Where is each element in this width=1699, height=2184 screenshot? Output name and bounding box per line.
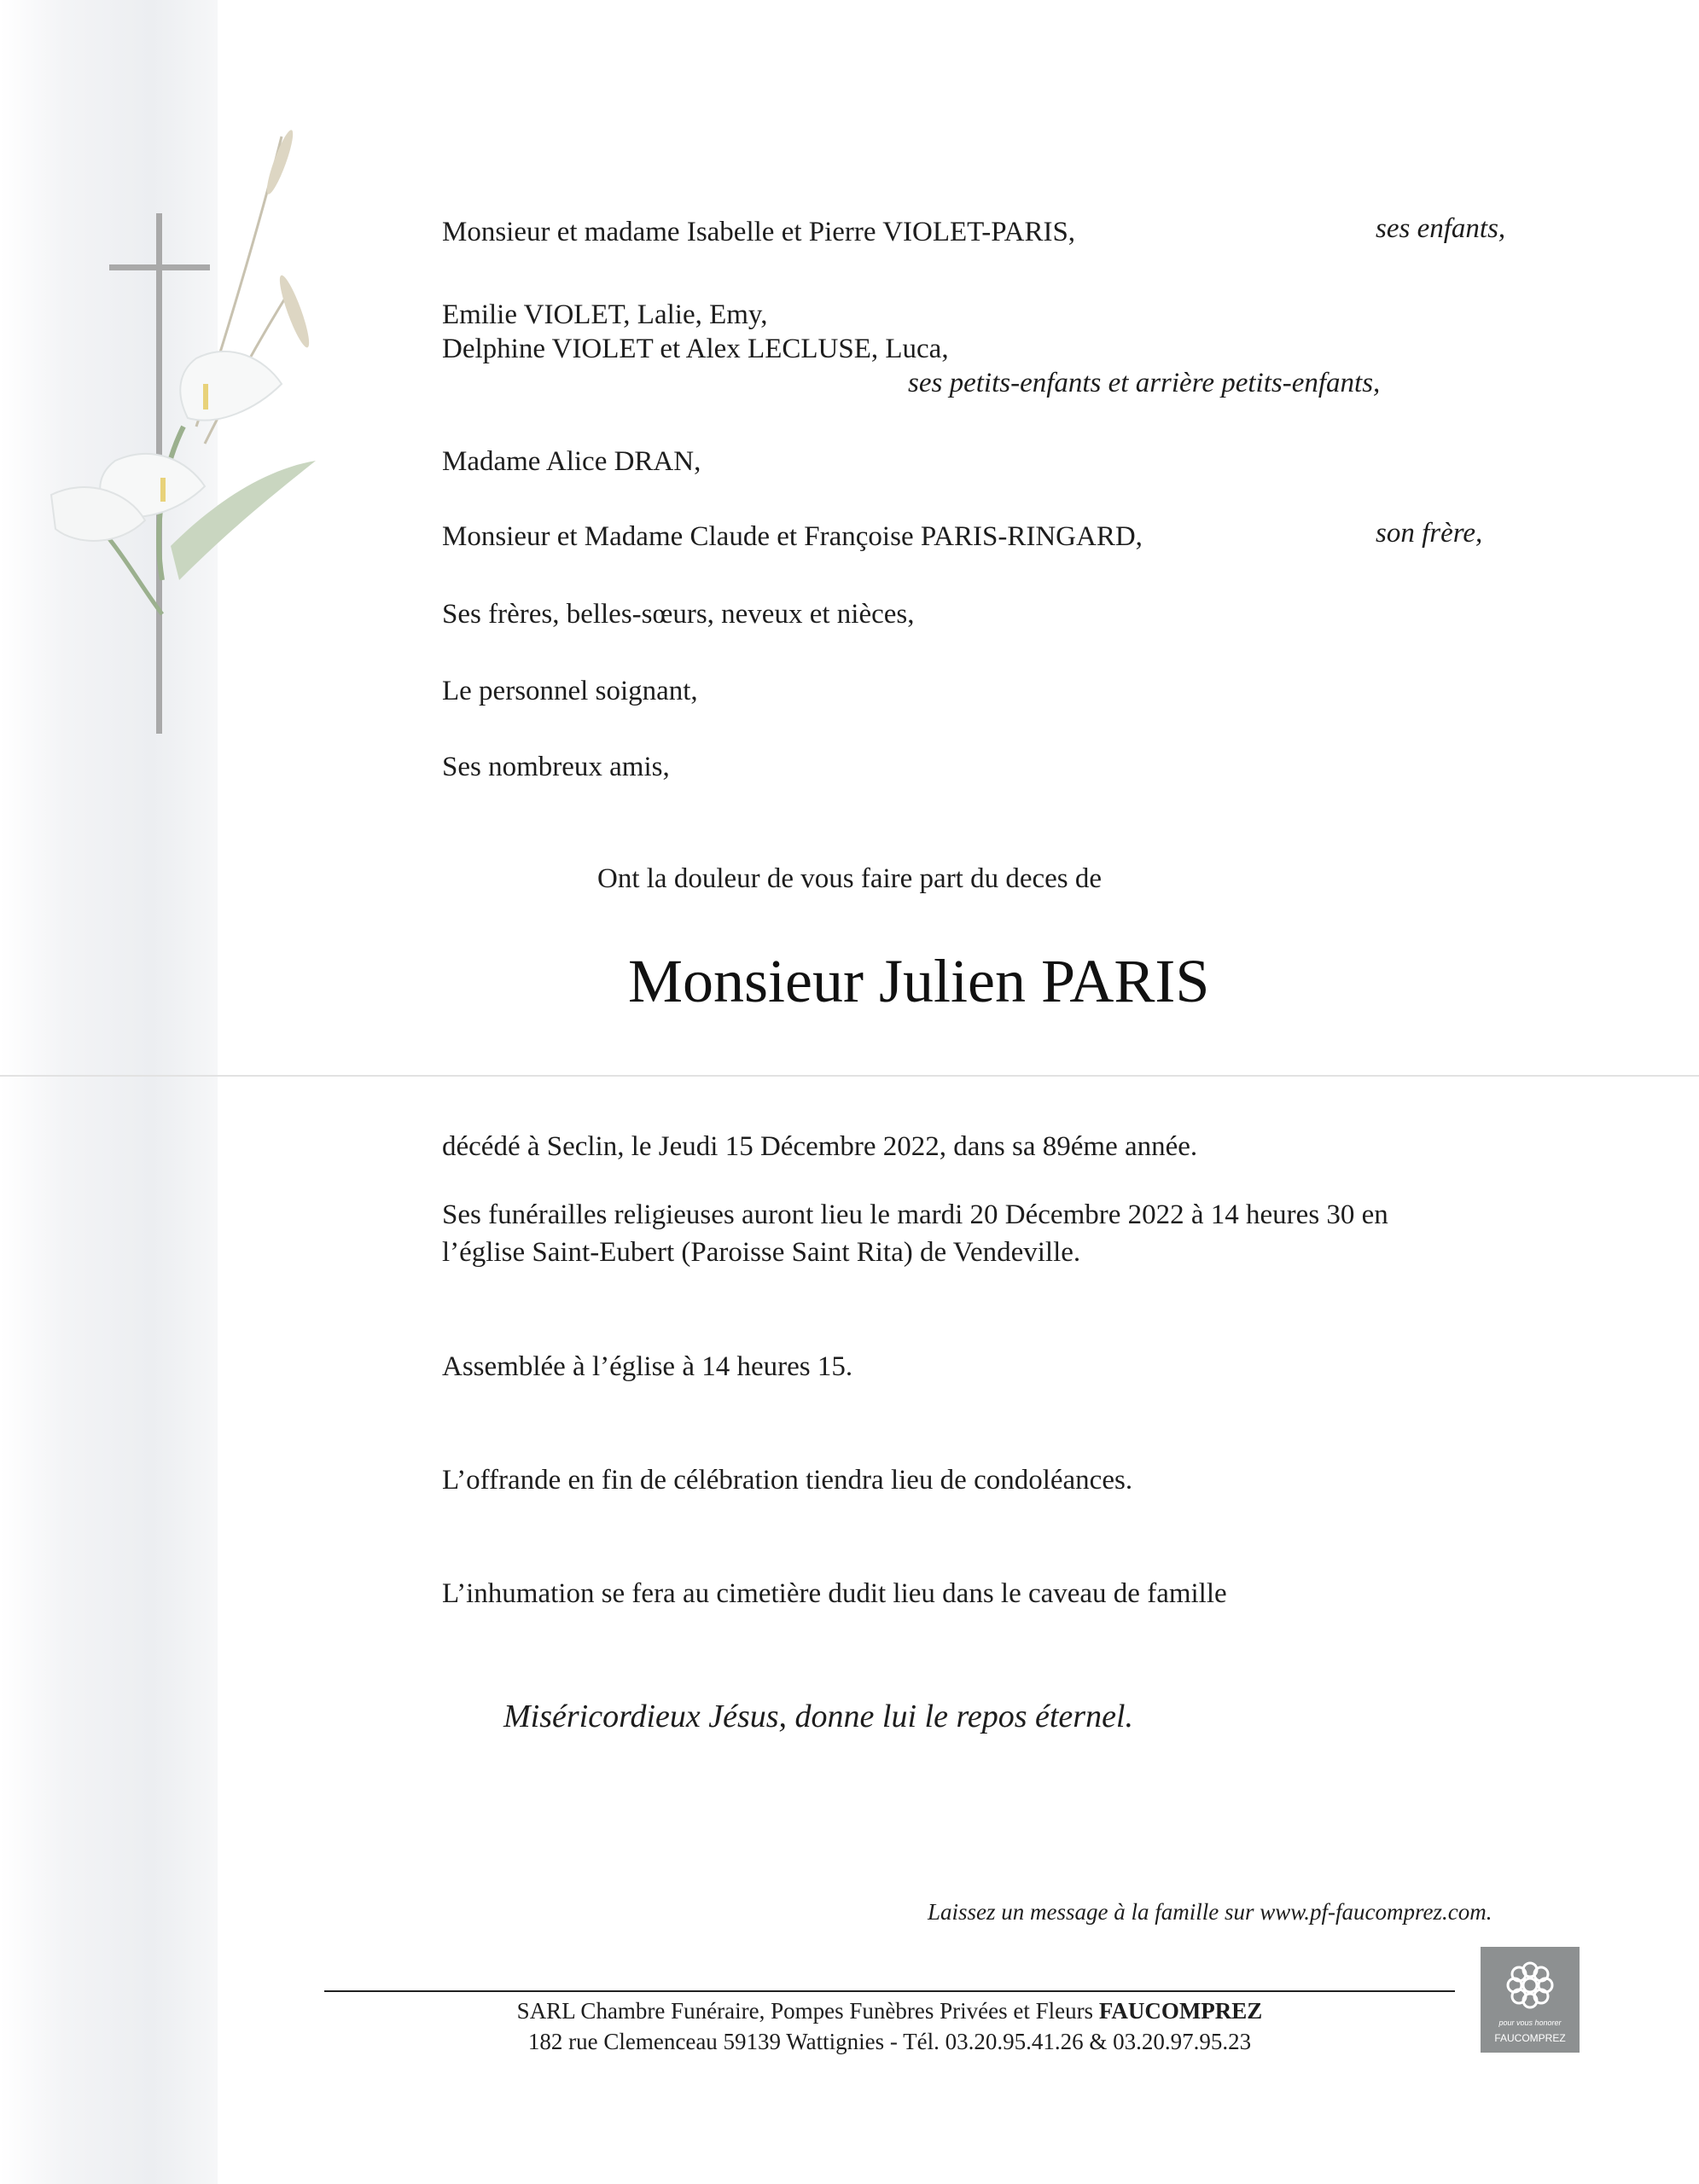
footer-company-text: SARL Chambre Funéraire, Pompes Funèbres Privées et Fleurs [516, 1998, 1099, 2024]
family-line-grandchildren-1: Emilie VIOLET, Lalie, Emy, [442, 299, 768, 330]
announcement-intro: Ont la douleur de vous faire part du deces de [597, 863, 1103, 894]
rosette-logo-icon [1500, 1955, 1560, 2015]
funeral-details-2: l’église Saint-Eubert (Paroisse Saint Rita) de Vendeville. [442, 1237, 1081, 1268]
deceased-name: Monsieur Julien PARIS [628, 947, 1210, 1015]
logo-name: FAUCOMPREZ [1494, 2032, 1566, 2044]
footer-rule [324, 1990, 1455, 1992]
family-line-grandchildren-2: Delphine VIOLET et Alex LECLUSE, Luca, [442, 334, 949, 364]
footer-brand: FAUCOMPREZ [1098, 1998, 1263, 2024]
family-line-dran: Madame Alice DRAN, [442, 446, 701, 477]
logo-tagline: pour vous honorer [1498, 2018, 1562, 2027]
offering-note: L’offrande en fin de célébration tiendra lieu de condoléances. [442, 1465, 1133, 1496]
burial-note: L’inhumation se fera au cimetière dudit lieu dans le caveau de famille [442, 1578, 1227, 1609]
faucomprez-logo [1481, 1947, 1580, 2053]
relation-brother: son frère, [1376, 518, 1483, 549]
lily-flower-icon [51, 351, 316, 614]
assembly-time: Assemblée à l’église à 14 heures 15. [442, 1351, 853, 1382]
family-line-staff: Le personnel soignant, [442, 676, 698, 706]
relation-grandchildren: ses petits-enfants et arrière petits-enfants, [908, 368, 1381, 398]
family-line-brother: Monsieur et Madame Claude et Françoise PARIS-RINGARD, [442, 521, 1143, 552]
family-line-siblings: Ses frères, belles-sœurs, neveux et nièces, [442, 599, 915, 630]
closing-prayer: Miséricordieux Jésus, donne lui le repos éternel. [503, 1699, 1133, 1734]
cross-lily-decoration [34, 102, 316, 751]
death-details: décédé à Seclin, le Jeudi 15 Décembre 2022, dans sa 89éme année. [442, 1131, 1198, 1162]
family-line-friends: Ses nombreux amis, [442, 752, 670, 782]
footer-company-line [324, 1996, 1455, 2025]
relation-children: ses enfants, [1376, 213, 1506, 244]
funeral-details-1: Ses funérailles religieuses auront lieu le mardi 20 Décembre 2022 à 14 heures 30 en [442, 1199, 1388, 1230]
footer-address: 182 rue Clemenceau 59139 Wattignies - Tél. 03.20.95.41.26 & 03.20.97.95.23 [527, 2029, 1252, 2054]
family-line-children: Monsieur et madame Isabelle et Pierre VIOLET-PARIS, [442, 217, 1076, 247]
paper-fold-line [0, 1075, 1699, 1077]
web-message: Laissez un message à la famille sur www.pf-faucomprez.com. [928, 1899, 1492, 1925]
